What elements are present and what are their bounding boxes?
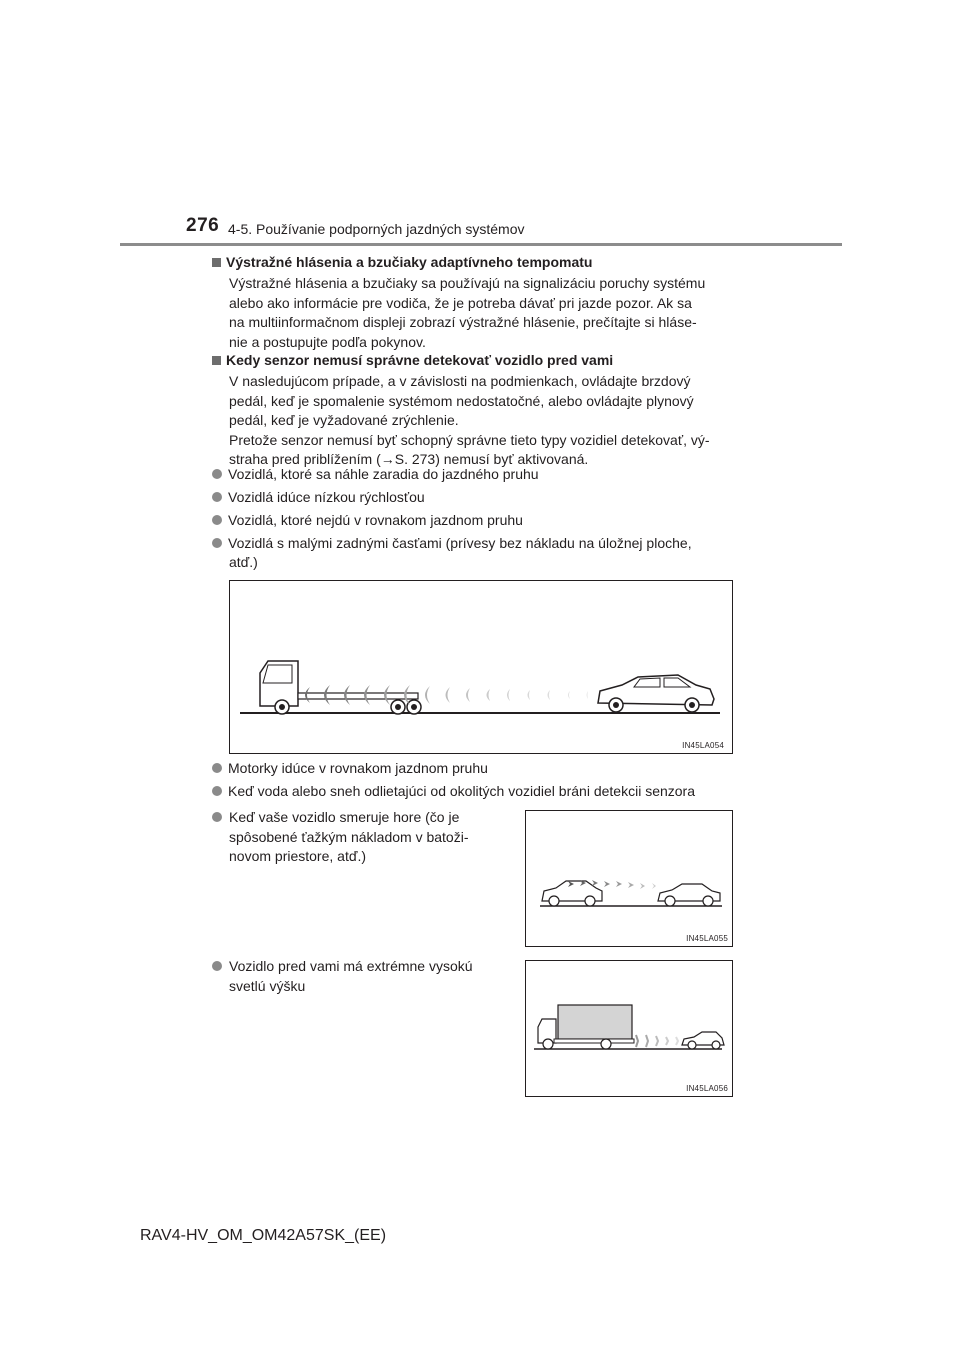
document-code-footer: RAV4-HV_OM_OM42A57SK_(EE): [140, 1227, 387, 1244]
figure-high-truck: [525, 960, 733, 1097]
paragraph-line: pedál, keď je vyžadované zrýchlenie.: [229, 412, 459, 429]
list-item-text: Vozidlá, ktoré nejdú v rovnakom jazdnom pruhu: [228, 512, 523, 528]
truck-trailer-illustration: [230, 581, 732, 753]
text-line: svetlú výšku: [229, 977, 306, 994]
section-heading-warnings: [212, 254, 592, 270]
round-bullet-icon: [212, 812, 222, 822]
list-item-text: Motorky idúce v rovnakom jazdnom pruhu: [228, 760, 488, 776]
round-bullet-icon: [212, 492, 222, 502]
figure-code: IN45LA055: [686, 934, 728, 943]
paragraph-line: pedál, keď je spomalenie systémom nedostatočné, alebo ovládajte plynový: [229, 392, 694, 409]
heading-text: Výstražné hlásenia a bzučiaky adaptívneho tempomatu: [226, 254, 593, 270]
paragraph-line: straha pred priblížením (→S. 273) nemusí byť aktivovaná.: [229, 451, 589, 468]
paragraph-line: V nasledujúcom prípade, a v závislosti na podmienkach, ovládajte brzdový: [229, 373, 691, 389]
list-item: [212, 808, 228, 828]
chapter-title: 4-5. Používanie podporných jazdných systémov: [228, 221, 525, 237]
paragraph-line: Pretože senzor nemusí byť schopný správne tieto typy vozidiel detekovať, vý-: [229, 431, 710, 448]
paragraph-line: nie a postupujte podľa pokynov.: [229, 333, 426, 350]
paragraph-line: alebo ako informácie pre vodiča, že je potreba dávať pri jazde pozor. Ak sa: [229, 294, 692, 311]
round-bullet-icon: [212, 469, 222, 479]
text-line: spôsobené ťažkým nákladom v batoži-: [229, 828, 469, 845]
square-bullet-icon: [212, 258, 221, 267]
figure-code: IN45LA054: [682, 741, 724, 750]
paragraph-line: na multiinformačnom displeji zobrazí výstražné hlásenie, prečítajte si hláse-: [229, 314, 697, 331]
list-item-text: [229, 957, 513, 996]
round-bullet-icon: [212, 538, 222, 548]
figure-car-uphill: [525, 810, 733, 947]
round-bullet-icon: [212, 763, 222, 773]
figure-code: IN45LA056: [686, 1084, 728, 1093]
section-heading-sensor: [212, 352, 613, 368]
list-item: [212, 465, 539, 485]
list-item-text: Keď voda alebo sneh odlietajúci od okolitých vozidiel bráni detekcii senzora: [228, 783, 695, 799]
text-line: Vozidlo pred vami má extrémne vysokú: [229, 958, 473, 974]
paragraph-line: Výstražné hlásenia a bzučiaky sa používajú na signalizáciu poruchy systému: [229, 275, 706, 291]
high-truck-illustration: [526, 961, 732, 1096]
warnings-paragraph: [229, 274, 743, 352]
list-item-text: Vozidlá s malými zadnými časťami (prívesy bez nákladu na úložnej ploche,: [228, 535, 692, 551]
list-item: [212, 488, 425, 508]
sensor-paragraph: [229, 372, 743, 470]
heading-text: Kedy senzor nemusí správne detekovať vozidlo pred vami: [226, 352, 614, 368]
text-line: novom priestore, atď.): [229, 848, 366, 865]
round-bullet-icon: [212, 961, 222, 971]
list-item: [212, 957, 228, 977]
list-item-text: Vozidlá idúce nízkou rýchlosťou: [228, 489, 425, 505]
text-line: Keď vaše vozidlo smeruje hore (čo je: [229, 809, 460, 825]
car-uphill-illustration: [526, 811, 732, 946]
list-item: [212, 782, 695, 802]
round-bullet-icon: [212, 786, 222, 796]
list-item-text: Vozidlá, ktoré sa náhle zaradia do jazdného pruhu: [228, 466, 539, 482]
round-bullet-icon: [212, 515, 222, 525]
header-rule: [120, 243, 842, 246]
list-item: [212, 511, 523, 531]
list-item: [212, 759, 488, 779]
square-bullet-icon: [212, 356, 221, 365]
list-item-text: [229, 808, 513, 867]
list-item: [212, 534, 743, 554]
list-item-continuation: atď.): [229, 554, 258, 570]
figure-truck-trailer: [229, 580, 733, 754]
page-number: 276: [186, 215, 220, 236]
